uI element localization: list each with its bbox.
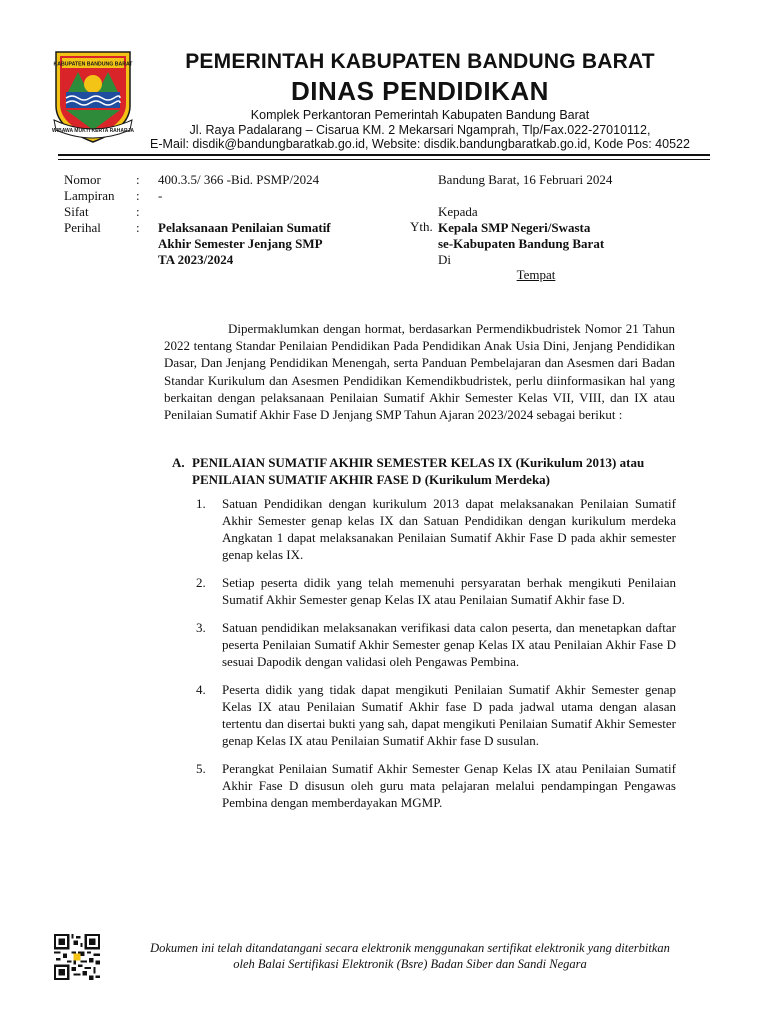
list-item-number: 2. <box>196 575 206 590</box>
kepada-label: Kepada <box>438 204 478 219</box>
list-item <box>188 619 676 670</box>
letterhead-contact: E-Mail: disdik@bandungbaratkab.go.id, Website: disdik.bandungbaratkab.go.id, Kode Pos: 40522 <box>150 137 690 151</box>
perihal-value-line2: Akhir Semester Jenjang SMP <box>158 236 323 251</box>
list-item-number: 3. <box>196 620 206 635</box>
meta-value: - <box>158 188 163 203</box>
tempat-label: Tempat <box>516 267 556 282</box>
list-item-text: Satuan Pendidikan dengan kurikulum 2013 dapat melaksanakan Penilaian Sumatif Akhir Semester genap kelas IX dan Satuan Pendidikan dengan kurikulum merdeka Angkatan 1 dapat melaksanakan Penilaian Sumatif Akhir Fase D pada akhir semester genap kelas IX. <box>222 496 676 562</box>
perihal-value-line3: TA 2023/2024 <box>158 252 234 267</box>
letterhead-agency: DINAS PENDIDIKAN <box>291 76 549 106</box>
letterhead-address: Jl. Raya Padalarang – Cisarua KM. 2 Mekarsari Ngamprah, Tlp/Fax.022-27010112, <box>189 123 651 137</box>
list-item-text: Peserta didik yang tidak dapat mengikuti Penilaian Sumatif Akhir Semester genap Kelas IX atau Penilaian Sumatif Akhir fase D pada jadwal utama dengan alasan tertentu dan disertai bukti yang sah, dapat mengikuti Penilaian Sumatif Akhir Semester genap Kelas IX atau Penilaian Sumatif Akhir fase D susulan. <box>222 682 676 748</box>
e-signature-note <box>110 940 710 972</box>
logo-ribbon-text: WIBAWA MUKTI KERTA RAHARJA <box>52 128 134 134</box>
meta-label: Sifat <box>64 204 89 219</box>
meta-value: 400.3.5/ 366 -Bid. PSMP/2024 <box>158 172 320 187</box>
meta-label: Perihal <box>64 220 101 235</box>
letterhead-complex: Komplek Perkantoran Pemerintah Kabupaten Bandung Barat <box>250 108 590 122</box>
perihal-value: Pelaksanaan Penilaian Sumatif <box>158 220 331 235</box>
spacer <box>438 188 612 204</box>
recipient-block <box>438 172 612 268</box>
meta-colon: : <box>136 172 140 187</box>
letter-date: Bandung Barat, 16 Februari 2024 <box>438 172 613 187</box>
list-item <box>188 574 676 608</box>
recipient-line2: se-Kabupaten Bandung Barat <box>438 236 605 251</box>
list-item-text: Setiap peserta didik yang telah memenuhi persyaratan berhak mengikuti Penilaian Sumatif Akhir Semester genap Kelas IX atau Penilaian Sumatif Akhir fase D. <box>222 575 676 607</box>
letterhead-rule-thick <box>58 154 710 156</box>
qr-code-icon <box>54 934 100 980</box>
recipient-line1: Kepala SMP Negeri/Swasta <box>438 220 591 235</box>
letterhead-rule-thin <box>58 159 710 160</box>
numbered-list <box>188 495 676 822</box>
list-item-number: 1. <box>196 496 206 511</box>
meta-label: Nomor <box>64 172 101 187</box>
yth-label: Yth. <box>410 219 433 234</box>
di-label: Di <box>438 252 451 267</box>
logo-top-text: KABUPATEN BANDUNG BARAT <box>53 61 133 68</box>
footer-line1: Dokumen ini telah ditandatangani secara elektronik menggunakan sertifikat elektronik yang diterbitkan <box>150 941 670 955</box>
meta-label: Lampiran <box>64 188 115 203</box>
list-item-text: Perangkat Penilaian Sumatif Akhir Semester Genap Kelas IX atau Penilaian Sumatif Akhir Fase D disusun oleh guru mata pelajaran melalui pendampingan Pengawas Pembina dengan memberdayakan MGMP. <box>222 761 676 810</box>
intro-text: Dipermaklumkan dengan hormat, berdasarkan Permendikbudristek Nomor 21 Tahun 2022 tentang Standar Penilaian Pendidikan Pada Pendidikan Anak Usia Dini, Jenjang Pendidikan Dasar, Dan Jenjang Pendidikan Menengah, serta Panduan Pembelajaran dan Asesmen dari Badan Standar Kurikulum dan Asesmen Pendidikan Kemendikbudristek, perlu diinformasikan hal yang berkaitan dengan pelaksanaan Penilaian Sumatif Akhir Semester Kelas VII, VIII, dan IX atau Penilaian Sumatif Akhir Fase D Jenjang SMP Tahun Ajaran 2023/2024 sebagai berikut : <box>164 321 675 423</box>
meta-colon: : <box>136 220 140 235</box>
footer-line2: oleh Balai Sertifikasi Elektronik (Bsre) Badan Siber dan Sandi Negara <box>233 957 587 971</box>
section-title: PENILAIAN SUMATIF AKHIR SEMESTER KELAS IX (Kurikulum 2013) atau PENILAIAN SUMATIF AKHIR FASE D (Kurikulum Merdeka) <box>192 455 645 487</box>
list-item-number: 4. <box>196 682 206 697</box>
list-item <box>188 495 676 563</box>
list-item <box>188 681 676 749</box>
intro-paragraph <box>164 320 675 423</box>
meta-colon: : <box>136 204 140 219</box>
list-item-text: Satuan pendidikan melaksanakan verifikasi data calon peserta, dan menetapkan daftar peserta Penilaian Sumatif Akhir Semester genap Kelas IX atau Penilaian Akhir Fase D sesuai Dapodik dengan validasi oleh Pengawas Pembina. <box>222 620 676 669</box>
meta-colon: : <box>136 188 140 203</box>
letterhead-government: PEMERINTAH KABUPATEN BANDUNG BARAT <box>185 50 655 73</box>
regency-emblem-icon <box>52 48 134 146</box>
list-item <box>188 760 676 811</box>
section-letter: A. <box>172 455 185 470</box>
list-item-number: 5. <box>196 761 206 776</box>
